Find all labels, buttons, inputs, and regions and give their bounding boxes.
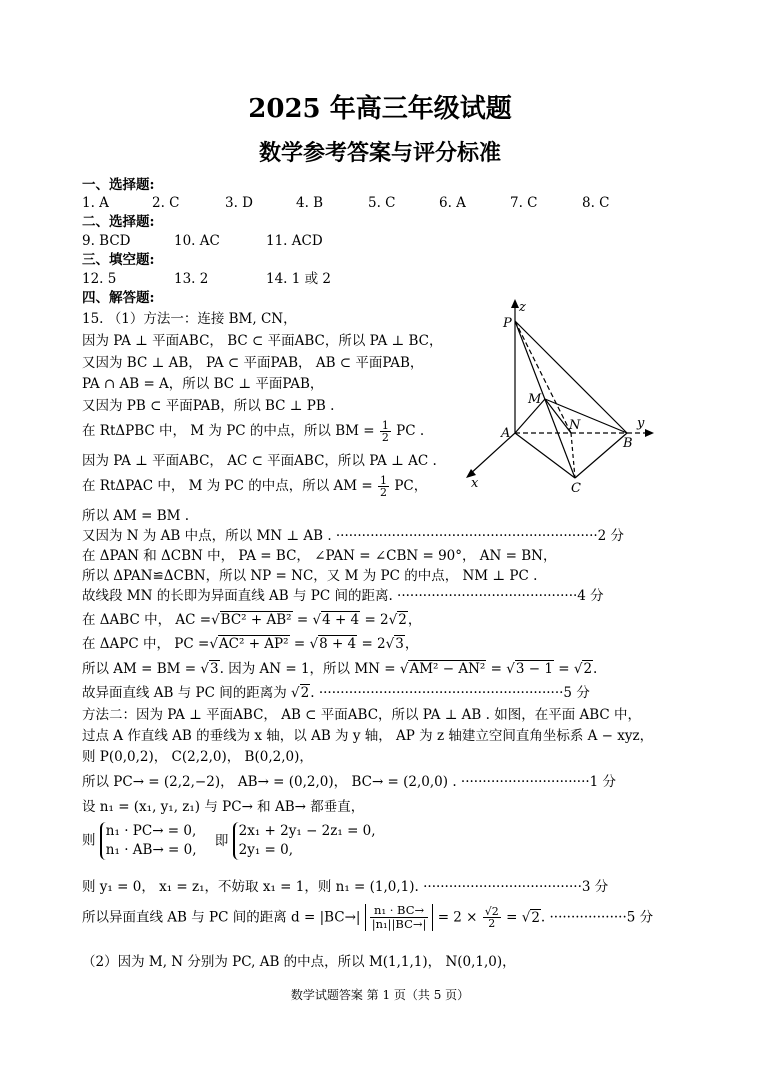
label-M: M	[528, 392, 542, 407]
solution-line	[82, 420, 424, 443]
solution-text: =	[506, 909, 518, 926]
solution-line: 在 ΔPAN 和 ΔCBN 中， PA = BC， ∠PAN = ∠CBN = 90°， AN = BN，	[82, 548, 557, 564]
label-x: x	[471, 476, 479, 491]
fraction-numerator: √2	[484, 905, 499, 918]
fraction-denominator: 2	[488, 917, 496, 930]
fraction-denominator: 2	[381, 431, 389, 444]
solution-text: PC，	[394, 478, 428, 494]
solution-line: 方法二：因为 PA ⊥ 平面ABC， AB ⊂ 平面ABC，所以 PA ⊥ AB . 如图，在平面 ABC 中，	[82, 707, 642, 723]
solution-line: 过点 A 作直线 AB 的垂线为 x 轴，以 AB 为 y 轴， AP 为 z 轴建立空间直角坐标系 A − xyz，	[82, 728, 654, 744]
solution-text: . 因为 AN = 1，所以 MN =	[219, 661, 396, 677]
solution-line: 设 n₁ = (x₁, y₁, z₁) 与 PC→ 和 AB→ 都垂直，	[82, 799, 365, 815]
solution-text: ，	[407, 612, 422, 628]
label-y: y	[637, 416, 645, 431]
solution-line: 所以 ΔPAN≌ΔCBN，所以 NP = NC，又 M 为 PC 的中点， NM ⊥ PC .	[82, 568, 538, 584]
section-heading-solve: 四、解答题:	[82, 290, 155, 306]
solution-line: （2）因为 M, N 分别为 PC, AB 的中点，所以 M(1,1,1)， N(0,1,0)，	[82, 954, 516, 970]
answer-item: 9. BCD	[82, 233, 131, 249]
section-heading-choice: 一、选择题:	[82, 177, 155, 193]
solution-text: . ··················5 分	[540, 909, 654, 926]
solution-line: 所以 AM = BM .	[82, 508, 190, 524]
answer-item: 1. A	[82, 195, 109, 211]
sqrt-expr: 2	[583, 661, 593, 677]
answer-item: 5. C	[368, 195, 396, 211]
section-heading-multi: 二、选择题:	[82, 214, 155, 230]
label-P: P	[503, 316, 512, 331]
equation: n₁ · PC→ = 0,	[105, 823, 197, 839]
solution-text: 即	[214, 832, 229, 849]
solution-line: 15. （1）方法一：连接 BM, CN，	[82, 311, 297, 327]
label-C: C	[571, 481, 581, 495]
answer-item: 12. 5	[82, 271, 117, 287]
solution-text: PC .	[396, 423, 425, 439]
answer-item: 13. 2	[174, 271, 209, 287]
label-N: N	[569, 418, 581, 433]
equation-system	[233, 822, 376, 860]
solution-text: 所以异面直线 AB 与 PC 间的距离 d = |BC→|	[82, 909, 361, 926]
equation-system	[100, 822, 197, 860]
label-z: z	[519, 300, 526, 315]
y-arrow-icon	[645, 429, 654, 437]
solution-text: 故异面直线 AB 与 PC 间的距离为	[82, 685, 287, 701]
solution-line: 则 P(0,0,2)， C(2,2,0)， B(0,2,0)，	[82, 749, 313, 765]
fraction	[483, 906, 501, 929]
solution-text: 在 RtΔPAC 中， M 为 PC 的中点，所以 AM =	[82, 478, 373, 494]
answer-item: 6. A	[439, 195, 466, 211]
solution-line: 故线段 MN 的长即为异面直线 AB 与 PC 间的距离. ··········································4 分	[82, 588, 604, 604]
solution-line: 在 ΔABC 中， AC =√BC² + AB² = √4 + 4 = 2√2，	[82, 612, 422, 628]
solution-text: =	[490, 661, 502, 677]
sqrt-expr: BC² + AB²	[220, 612, 292, 628]
solution-line-distance: 所以异面直线 AB 与 PC 间的距离 d = |BC→| $\frac{\text{n₁ · BC→}}{\text{|n₁||BC→|}}$ = 2 × $\frac{√2}{2}$ = √2. ··················5 分	[82, 903, 654, 931]
label-A: A	[501, 426, 511, 441]
solution-text: = 2	[361, 636, 386, 652]
edge-PB	[515, 321, 627, 433]
page-title: 2025 年高三年级试题	[248, 94, 512, 124]
answer-item: 10. AC	[174, 233, 220, 249]
label-B: B	[623, 436, 633, 451]
sqrt-expr: 3 − 1	[515, 661, 553, 677]
answer-item: 8. C	[582, 195, 610, 211]
abs-fraction	[365, 904, 434, 931]
page-subtitle: 数学参考答案与评分标准	[258, 140, 501, 166]
solution-text: =	[296, 612, 309, 628]
solution-line: 故异面直线 AB 与 PC 间的距离为 √2. ·························································5 分	[82, 685, 590, 701]
sqrt-expr: 2	[398, 612, 407, 628]
answer-item: 2. C	[152, 195, 180, 211]
equation: 2y₁ = 0,	[238, 842, 294, 858]
solution-line: PA ∩ AB = A，所以 BC ⊥ 平面PAB，	[82, 376, 324, 392]
page-footer: 数学试题答案 第 1 页（共 5 页）	[290, 988, 470, 1002]
fraction-denominator: |n₁||BC→|	[371, 917, 427, 931]
solution-line: 因为 PA ⊥ 平面ABC， BC ⊂ 平面ABC，所以 PA ⊥ BC，	[82, 333, 443, 349]
section-heading-fill: 三、填空题:	[82, 252, 155, 268]
solution-text: =	[558, 661, 570, 677]
solution-text: 在 RtΔPBC 中， M 为 PC 的中点，所以 BM =	[82, 423, 375, 439]
fraction-numerator: n₁ · BC→	[370, 904, 429, 918]
solution-line: 所以 AM = BM = √3. 因为 AN = 1，所以 MN = √AM² − AN² = √3 − 1 = √2.	[82, 661, 598, 677]
sqrt-expr: 3	[210, 661, 219, 677]
sqrt-expr: 2	[300, 685, 310, 701]
segment-PN	[515, 321, 571, 433]
solution-line: 所以 PC→ = (2,2,−2)， AB→ = (0,2,0)， BC→ = (2,0,0) . ······························1 分	[82, 774, 617, 790]
solution-text: = 2	[364, 612, 389, 628]
fraction-half	[380, 420, 391, 443]
sqrt-expr: 2	[531, 909, 540, 926]
answer-item: 3. D	[225, 195, 253, 211]
answer-item: 14. 1 或 2	[266, 271, 332, 287]
sqrt-expr: 8 + 4	[319, 636, 357, 652]
edge-BC	[575, 433, 627, 478]
solution-text: . ·························································5 分	[310, 685, 590, 701]
solution-line: 在 ΔAPC 中， PC =√AC² + AP² = √8 + 4 = 2√3，	[82, 636, 419, 652]
solution-text: = 2 ×	[437, 909, 478, 926]
fraction	[370, 904, 429, 931]
fraction-denominator: 2	[380, 486, 388, 499]
solution-text: 则	[82, 832, 96, 849]
fraction-numerator: 1	[381, 419, 389, 432]
sqrt-expr: AM² − AN²	[409, 661, 486, 677]
solution-text: 在 ΔAPC 中， PC =	[82, 636, 210, 652]
sqrt-expr: AC² + AP²	[218, 636, 289, 652]
solution-text: 所以 AM = BM =	[82, 661, 197, 677]
geometry-figure	[455, 295, 655, 495]
equation: 2x₁ + 2y₁ − 2z₁ = 0,	[238, 823, 376, 839]
answer-item: 11. ACD	[266, 233, 323, 249]
solution-text: =	[293, 636, 306, 652]
answer-item: 7. C	[510, 195, 538, 211]
answer-item: 4. B	[296, 195, 324, 211]
solution-text: ，	[404, 636, 419, 652]
sqrt-expr: 4 + 4	[322, 612, 360, 628]
solution-line: 因为 PA ⊥ 平面ABC， AC ⊂ 平面ABC，所以 PA ⊥ AC .	[82, 453, 437, 469]
sqrt-expr: 3	[395, 636, 404, 652]
z-arrow-icon	[511, 299, 519, 308]
solution-line: 又因为 BC ⊥ AB， PA ⊂ 平面PAB， AB ⊂ 平面PAB，	[82, 355, 424, 371]
solution-line: 又因为 PB ⊂ 平面PAB，所以 BC ⊥ PB .	[82, 398, 335, 414]
solution-text: 在 ΔABC 中， AC =	[82, 612, 212, 628]
fraction-half	[378, 475, 389, 498]
solution-line: 则 y₁ = 0， x₁ = z₁，不妨取 x₁ = 1，则 n₁ = (1,0,1). ·····································3 分	[82, 879, 609, 895]
solution-line: 又因为 N 为 AB 中点，所以 MN ⊥ AB . ·····························································2 分	[82, 528, 625, 544]
equation: n₁ · AB→ = 0,	[105, 842, 197, 858]
solution-line-system	[82, 822, 376, 860]
fraction-numerator: 1	[380, 474, 388, 487]
solution-text: .	[593, 661, 598, 677]
solution-line	[82, 475, 427, 498]
